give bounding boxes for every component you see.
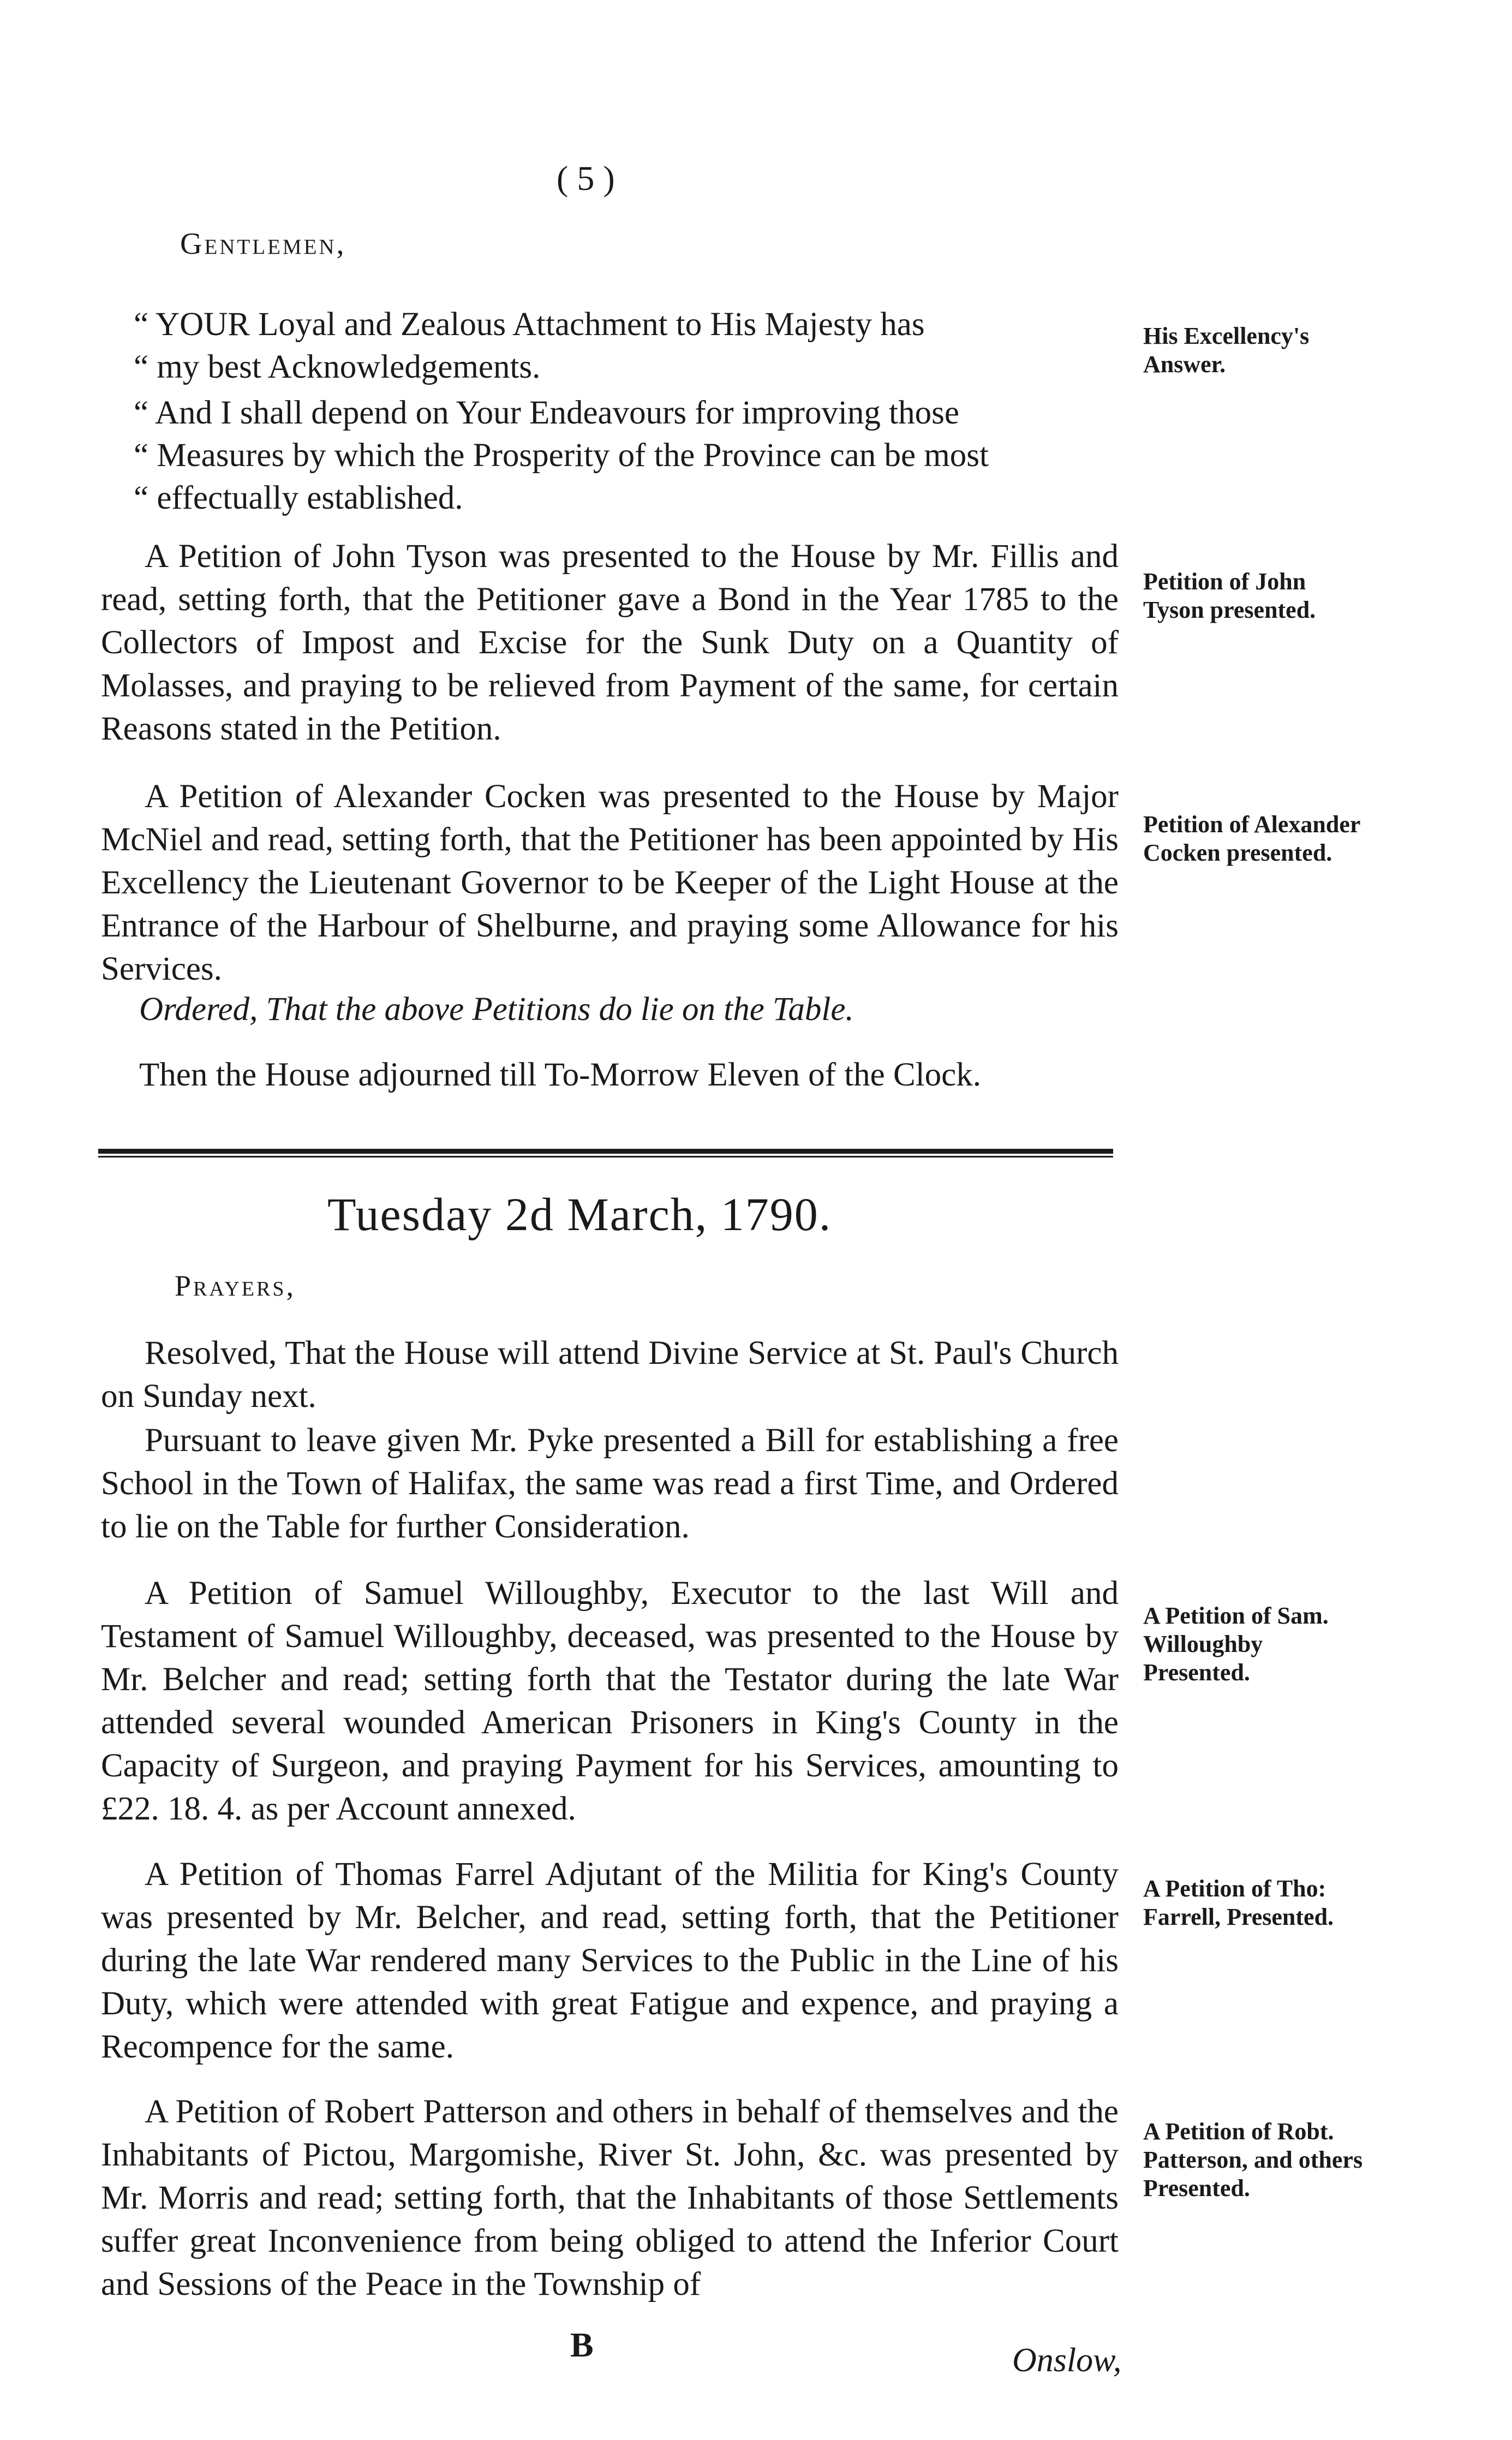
prayers-heading: Prayers,	[175, 1269, 296, 1302]
answer-line: “ Measures by which the Prosperity of the Province can be most	[134, 437, 989, 474]
adjourned-line: Then the House adjourned till To-Morrow Eleven of the Clock.	[139, 1057, 981, 1093]
marginal-note: A Petition of Sam. Willoughby Presented.	[1143, 1602, 1329, 1686]
petition-paragraph: A Petition of Robert Patterson and others in behalf of themselves and the Inhabitants of Pictou, Margomishe, River St. John, &c. was presented by Mr. Morris and read; setting forth, that the Inhabitants of those Settlements suffer great Inconvenience from being obliged to attend the Inferior Court and Sessions of the Peace in the Township of	[101, 2093, 1119, 2302]
answer-line: “ my best Acknowledgements.	[134, 349, 541, 385]
petition-paragraph: A Petition of Alexander Cocken was presented to the House by Major McNiel and read, setting forth, that the Petitioner has been appointed by His Excellency the Lieutenant Governor to be Keeper of the Light House at the Entrance of the Harbour of Shelburne, and praying some Allowance for his Services.	[101, 778, 1119, 987]
marginal-note: A Petition of Robt. Patterson, and others Presented.	[1143, 2118, 1363, 2202]
page-number: ( 5 )	[557, 159, 615, 198]
marginal-note: Petition of John Tyson presented.	[1143, 568, 1316, 623]
signature-mark: B	[570, 2325, 594, 2364]
petition-paragraph: A Petition of Thomas Farrel Adjutant of the Militia for King's County was presented by Mr. Belcher, and read, setting forth, that the Petitioner during the late War rendered many Services to the Public in the Line of his Duty, which were attended with great Fatigue and expence, and praying a Recompence for the same.	[101, 1856, 1119, 2065]
answer-line: “ And I shall depend on Your Endeavours for improving those	[134, 395, 959, 431]
petition-paragraph: A Petition of Samuel Willoughby, Executor to the last Will and Testament of Samuel Willoughby, deceased, was presented to the House by Mr. Belcher and read; setting forth that the Testator during the late War attended several wounded American Prisoners in King's County in the Capacity of Surgeon, and praying Payment for his Services, amounting to £22. 18. 4. as per Account annexed.	[101, 1575, 1119, 1827]
section-rule-thin	[98, 1156, 1113, 1158]
date-heading: Tuesday 2d March, 1790.	[327, 1188, 832, 1240]
answer-block	[134, 303, 1121, 521]
petition-paragraph: A Petition of John Tyson was presented to the House by Mr. Fillis and read, setting forth, that the Petitioner gave a Bond in the Year 1785 to the Collectors of Impost and Excise for the Sunk Duty on a Quantity of Molasses, and praying to be relieved from Payment of the same, for certain Reasons stated in the Petition.	[101, 538, 1119, 747]
answer-line: “ effectually established.	[134, 480, 463, 516]
salutation: Gentlemen,	[180, 227, 346, 261]
marginal-note: Petition of Alexander Cocken presented.	[1143, 811, 1360, 866]
marginal-note: His Excellency's Answer.	[1143, 323, 1310, 378]
bill-paragraph: Pursuant to leave given Mr. Pyke presented a Bill for establishing a free School in the Town of Halifax, the same was read a first Time, and Ordered to lie on the Table for further Consideration.	[101, 1422, 1119, 1545]
resolved-paragraph: Resolved, That the House will attend Divine Service at St. Paul's Church on Sunday next.	[101, 1335, 1119, 1415]
answer-line: “ YOUR Loyal and Zealous Attachment to His Majesty has	[134, 306, 925, 343]
marginal-note: A Petition of Tho: Farrell, Presented.	[1143, 1875, 1334, 1930]
ordered-line: Ordered, That the above Petitions do lie on the Table.	[139, 991, 854, 1028]
catchword: Onslow,	[1012, 2342, 1122, 2379]
section-rule	[98, 1149, 1113, 1154]
